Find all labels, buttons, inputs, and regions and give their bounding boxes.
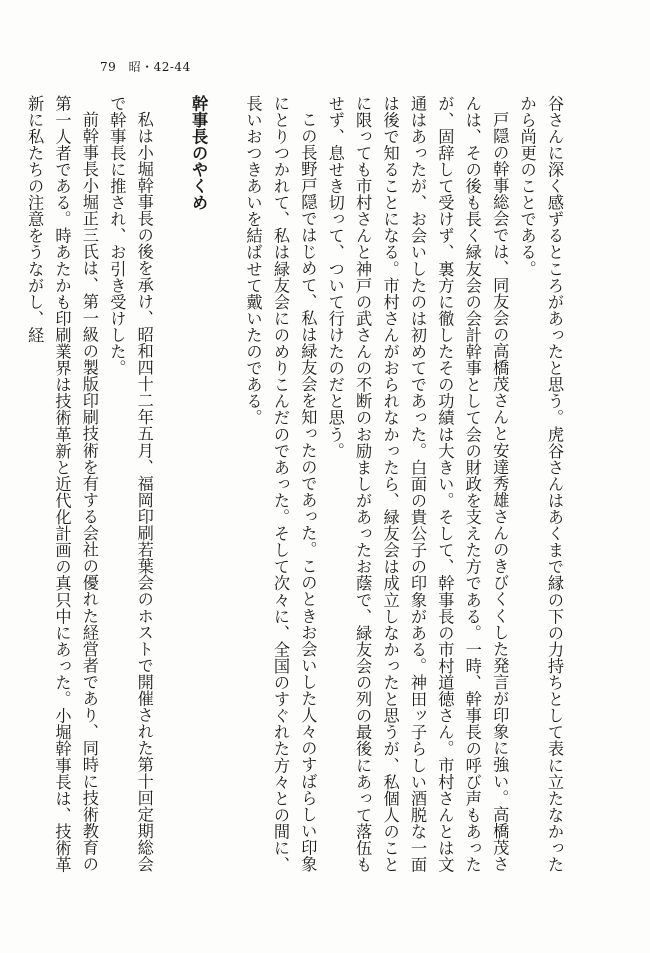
vertical-body-text	[25, 95, 568, 875]
paragraph: 前幹事長小堀正三氏は、第一級の製版印刷技術を有する会社の優れた経営者であり、同時に技術教育の第一人者である。時あたかも印刷業界は技術革新と近代化計画の真只中にあった。小堀幹事長は、技術革新に私たちの注意をうながし、経	[25, 95, 99, 873]
page-header	[100, 58, 199, 75]
paragraph: この長野戸隠ではじめて、私は緑友会を知ったのであった。このときお会いした人々のすばらしい印象にとりつかれて、私は緑友会にのめりこんだのであった。そして次々に、全国のすぐれた方々との間に、長いおつきあいを結ばせて戴いたのである。	[243, 95, 318, 873]
section-heading: 幹事長のやくめ	[189, 95, 209, 211]
paragraph: 谷さんに深く感ずるところがあったと思う。虎谷さんはあくまで縁の下の力持ちとして表に立たなかったから尚更のことである。	[517, 95, 564, 873]
paragraph: 戸隠の幹事総会では、同友会の高橋茂さんと安達秀雄さんのきびくくした発言が印象に強い。高橋茂さんは、その後も長く緑友会の会計幹事として会の財政を支えた方である。一時、幹事長の呼び声もあったが、固辞して受けず、裏方に徹したその功績は大きい。そして、幹事長の市村道徳さん。市村さんとは文通はあったが、お会いしたのは初めてであった。白面の貴公子の印象がある。神田ッ子らしい酒脱な一面は後で知ることになる。市村さんがおられなかったら、緑友会は成立しなかったと思うが、私個人のことに限っても市村さんと神戸の武さんの不断のお励ましがあったお蔭で、緑友会の列の最後にあって落伍もせず、息せき切って、ついて行けたのだと思う。	[325, 95, 510, 873]
page-number: 79	[100, 60, 117, 74]
paragraph: 私は小堀幹事長の後を承け、昭和四十二年五月、福岡印刷若葉会のホストで開催された第十回定期総会で幹事長に推され、お引き受けした。	[107, 95, 154, 873]
era-code: 昭・42-44	[128, 60, 191, 74]
